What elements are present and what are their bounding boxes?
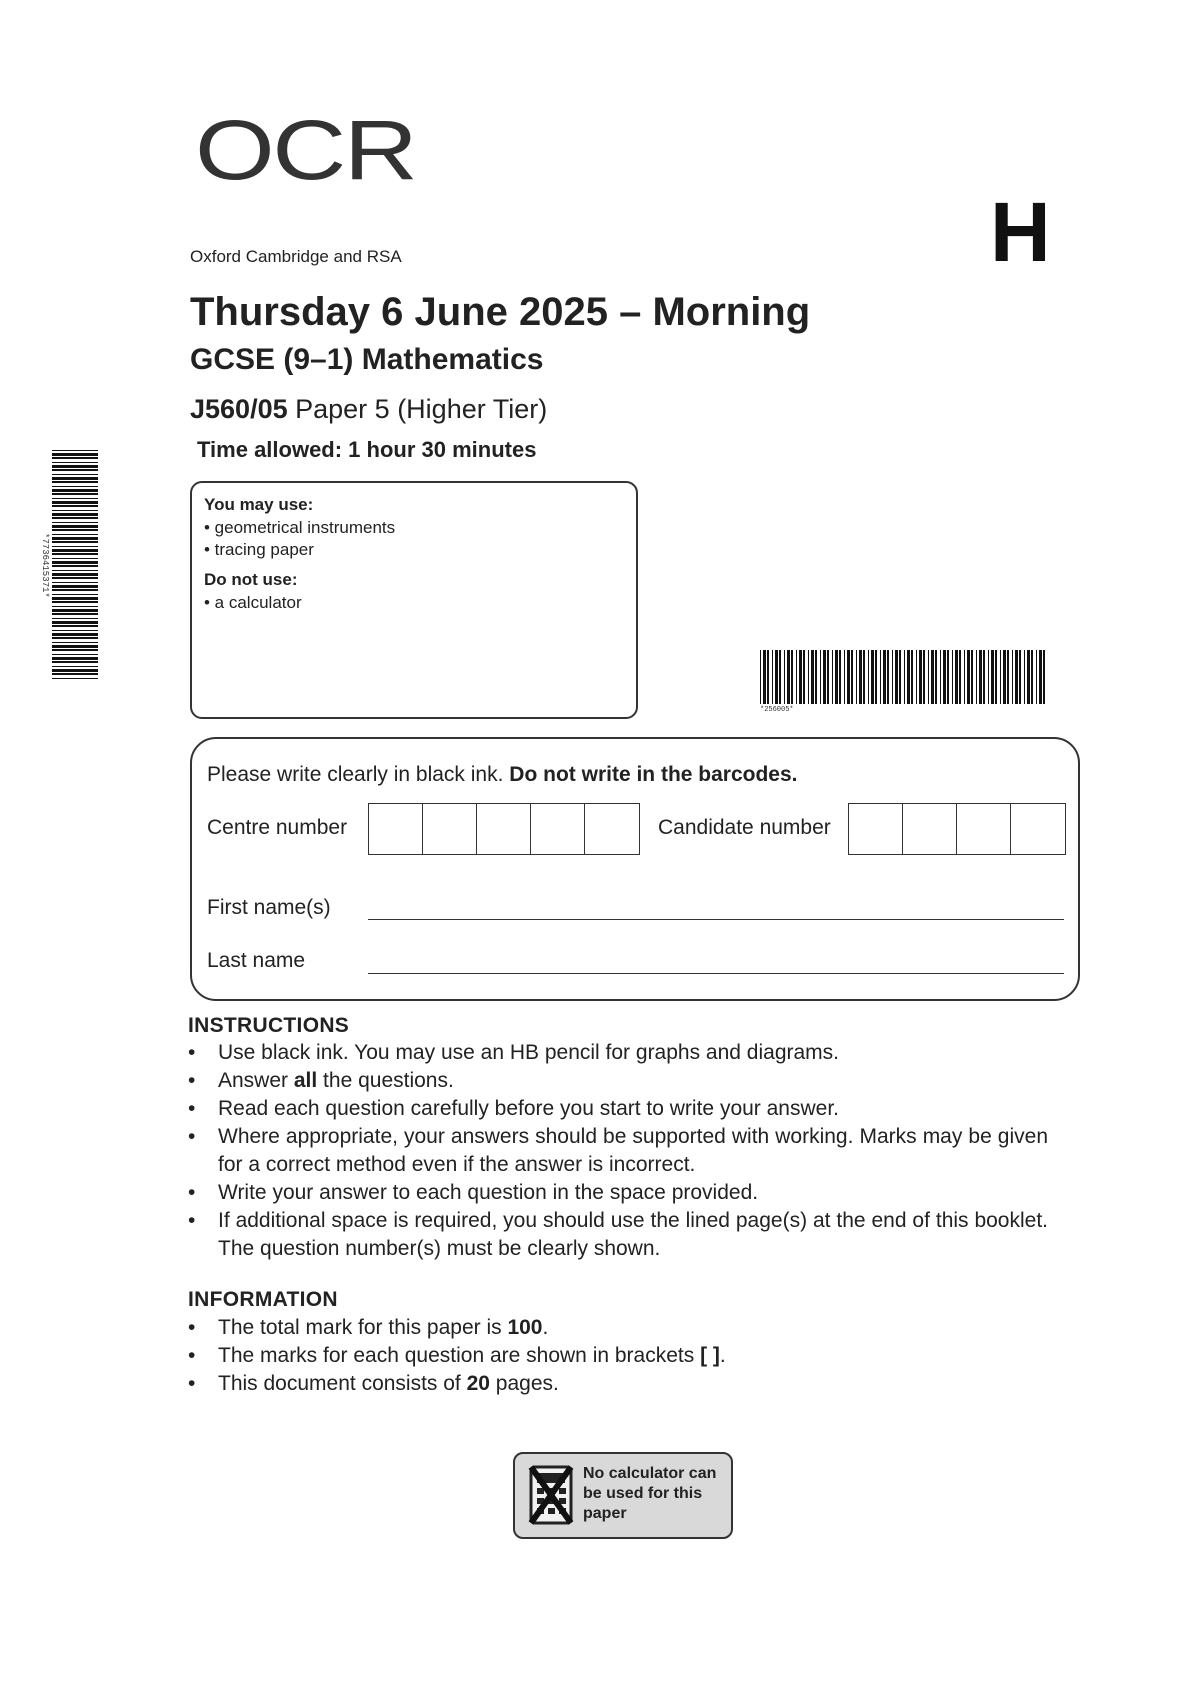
barcode-bar [52,649,98,651]
barcode-bar [52,558,98,559]
centre-digit-box[interactable] [423,804,477,854]
instruction-item: • Use black ink. You may use an HB pencil for graphs and diagrams. [188,1039,1048,1067]
horizontal-barcode-text: *256005* [760,706,794,714]
emphasis-all: all [293,1069,318,1092]
candidate-number-boxes[interactable] [848,803,1066,855]
exam-date: Thursday 6 June 2025 – Morning [190,290,811,334]
barcode-bar [52,570,98,571]
barcode-bar [1031,650,1033,704]
barcode-bar [791,650,793,704]
equipment-box [190,481,638,719]
horizontal-barcode [760,650,1046,704]
barcode-bar [52,669,98,672]
barcode-bar [52,637,98,639]
candidate-digit-box[interactable] [1011,804,1065,854]
barcode-bar [916,650,917,704]
barcode-bar [52,525,98,528]
barcode-bar [52,633,98,636]
barcode-bar [52,486,98,487]
barcode-bar [52,493,98,495]
exam-subject: GCSE (9–1) Mathematics [190,343,544,376]
no-calculator-text: No calculator can be used for this paper [583,1465,717,1522]
barcode-bar [52,661,98,663]
barcode-bar [1000,650,1001,704]
tier-letter: H [990,185,1051,279]
barcode-bar [52,474,98,475]
barcode-bar [976,650,977,704]
barcode-bar [952,650,953,704]
barcode-bar [899,650,901,704]
barcode-bar [52,465,98,468]
barcode-bar [52,549,98,552]
barcode-bar [988,650,989,704]
barcode-bar [775,650,778,704]
barcode-bar [52,621,98,624]
centre-digit-box[interactable] [477,804,531,854]
pages-prefix: This document consists of [218,1372,467,1395]
barcode-bar [1019,650,1021,704]
barcode-bar [52,673,98,675]
barcode-bar [52,546,98,547]
barcode-bar [820,650,821,704]
barcode-bar [52,505,98,507]
organisation-name: Oxford Cambridge and RSA [190,247,402,266]
centre-number-boxes[interactable] [368,803,640,855]
ocr-logo: OCR [195,103,416,197]
barcode-bar [803,650,805,704]
barcode-bar [880,650,881,704]
barcode-bar [52,553,98,555]
instructions-heading: INSTRUCTIONS [188,1014,350,1037]
barcode-bar [52,630,98,631]
barcode-bar [52,606,98,607]
candidate-digit-box[interactable] [903,804,957,854]
barcode-bar [52,594,98,595]
centre-number-label: Centre number [207,816,348,839]
barcode-bar [895,650,898,704]
barcode-bar [52,453,98,456]
barcode-bar [52,450,98,451]
barcode-bar [919,650,922,704]
barcode-bar [967,650,970,704]
barcode-bar [851,650,853,704]
total-suffix: . [542,1316,549,1339]
barcode-bar [964,650,965,704]
barcode-bar [760,650,761,704]
barcode-bar [52,613,98,615]
instruction-item: • Write your answer to each question in the space provided. [188,1179,1048,1207]
barcode-bar [52,501,98,504]
centre-digit-box[interactable] [585,804,639,854]
total-marks: 100 [507,1316,543,1339]
instruction-plain: Please write clearly in black ink. [207,763,504,786]
instruction-bold: Do not write in the barcodes. [509,763,798,786]
barcode-bar [811,650,814,704]
barcode-bar [52,601,98,603]
information-list [188,1314,1048,1398]
do-not-use-heading: Do not use: [204,570,298,589]
barcode-bar [779,650,781,704]
pages-suffix: pages. [489,1372,559,1395]
barcode-bar [52,457,98,459]
paper-code: J560/05 [190,394,288,424]
barcode-bar [808,650,809,704]
barcode-bar [883,650,886,704]
barcode-bar [52,565,98,567]
barcode-bar [52,625,98,627]
barcode-bar [839,650,841,704]
barcode-bar [52,645,98,648]
barcode-bar [1007,650,1009,704]
barcode-bar [799,650,802,704]
barcode-bar [979,650,982,704]
barcode-bar [1036,650,1037,704]
barcode-bar [52,678,98,679]
barcode-bar [52,573,98,576]
barcode-bar [52,517,98,519]
barcode-bar [52,654,98,655]
barcode-bar [995,650,997,704]
barcode-bar [1039,650,1042,704]
barcode-bar [52,642,98,643]
barcode-bar [856,650,857,704]
time-allowed: Time allowed: 1 hour 30 minutes [197,437,537,462]
barcode-bar [52,510,98,511]
barcode-bar [859,650,862,704]
marks-suffix: . [719,1344,726,1367]
do-not-use-item: • a calculator [204,593,302,612]
total-prefix: The total mark for this paper is [218,1316,508,1339]
barcode-bar [1012,650,1013,704]
barcode-bar [955,650,958,704]
barcode-bar [1043,650,1045,704]
may-use-heading: You may use: [204,495,314,514]
barcode-bar [52,561,98,564]
instruction-item: • Where appropriate, your answers should be supported with working. Marks may be given for a correct method even if the answer is incorrect. [188,1123,1048,1179]
barcode-bar [940,650,941,704]
barcode-bar [971,650,973,704]
paper-name: Paper 5 (Higher Tier) [295,394,548,424]
barcode-bar [943,650,946,704]
write-clearly-instruction [207,763,798,787]
information-item [188,1342,1048,1370]
barcode-bar [959,650,961,704]
may-use-item: • geometrical instruments [204,518,396,537]
barcode-bar [52,469,98,471]
barcode-bar [863,650,865,704]
barcode-bar [923,650,925,704]
candidate-details-box [190,737,1080,1001]
barcode-bar [904,650,905,704]
barcode-bar [928,650,929,704]
barcode-bar [1003,650,1006,704]
barcode-bar [52,666,98,667]
barcode-bar [772,650,773,704]
barcode-bar [763,650,766,704]
barcode-bar [907,650,910,704]
pages-count: 20 [466,1372,490,1395]
candidate-digit-box[interactable] [957,804,1011,854]
barcode-bar [1015,650,1018,704]
first-name-label: First name(s) [207,896,331,919]
candidate-digit-box[interactable] [849,804,903,854]
instruction-item: • Read each question carefully before you start to write your answer. [188,1095,1048,1123]
barcode-bar [52,498,98,499]
barcode-bar [52,529,98,531]
barcode-bar [844,650,845,704]
barcode-bar [823,650,826,704]
barcode-bar [827,650,829,704]
barcode-bar [787,650,790,704]
barcode-bar [52,585,98,588]
barcode-bar [52,534,98,535]
barcode-bar [1027,650,1030,704]
barcode-bar [887,650,889,704]
information-item [188,1370,1048,1398]
barcode-bar [911,650,913,704]
barcode-bar [871,650,874,704]
barcode-bar [784,650,785,704]
instructions-list [188,1039,1048,1263]
barcode-bar [931,650,934,704]
barcode-bar [52,597,98,600]
no-calculator-notice [513,1452,733,1539]
last-name-line[interactable] [368,973,1064,974]
barcode-bar [52,537,98,540]
information-item [188,1314,1048,1342]
may-use-item: • tracing paper [204,540,314,559]
barcode-bar [52,541,98,543]
information-heading: INFORMATION [188,1288,338,1311]
barcode-bar [52,582,98,583]
barcode-bar [52,462,98,463]
barcode-bar [52,577,98,579]
crossed-calculator-icon [527,1464,575,1526]
candidate-number-label: Candidate number [658,816,831,839]
barcode-bar [835,650,838,704]
barcode-bar [983,650,985,704]
barcode-bar [868,650,869,704]
marks-prefix: The marks for each question are shown in brackets [218,1344,701,1367]
marks-brackets: [ ] [700,1344,720,1367]
barcode-bar [847,650,850,704]
centre-digit-box[interactable] [531,804,585,854]
barcode-bar [991,650,994,704]
barcode-bar [52,609,98,612]
barcode-bar [832,650,833,704]
last-name-label: Last name [207,949,306,972]
barcode-bar [52,589,98,591]
barcode-bar [892,650,893,704]
barcode-bar [935,650,937,704]
vertical-barcode [52,450,98,680]
barcode-bar [52,513,98,516]
vertical-barcode-text: *7736415371* [40,532,50,598]
barcode-bar [767,650,769,704]
instruction-item: • If additional space is required, you should use the lined page(s) at the end of this booklet. The question number(s) must be clearly shown. [188,1207,1048,1263]
barcode-bar [52,481,98,483]
centre-digit-box[interactable] [369,804,423,854]
barcode-bar [52,657,98,660]
barcode-bar [815,650,817,704]
barcode-bar [52,522,98,523]
barcode-bar [875,650,877,704]
barcode-bar [52,489,98,492]
barcode-bar [52,618,98,619]
paper-title [190,394,547,425]
barcode-bar [1024,650,1025,704]
first-name-line[interactable] [368,919,1064,920]
barcode-bar [947,650,949,704]
instruction-item: • Answer all the questions. [188,1067,1048,1095]
barcode-bar [796,650,797,704]
barcode-bar [52,477,98,480]
